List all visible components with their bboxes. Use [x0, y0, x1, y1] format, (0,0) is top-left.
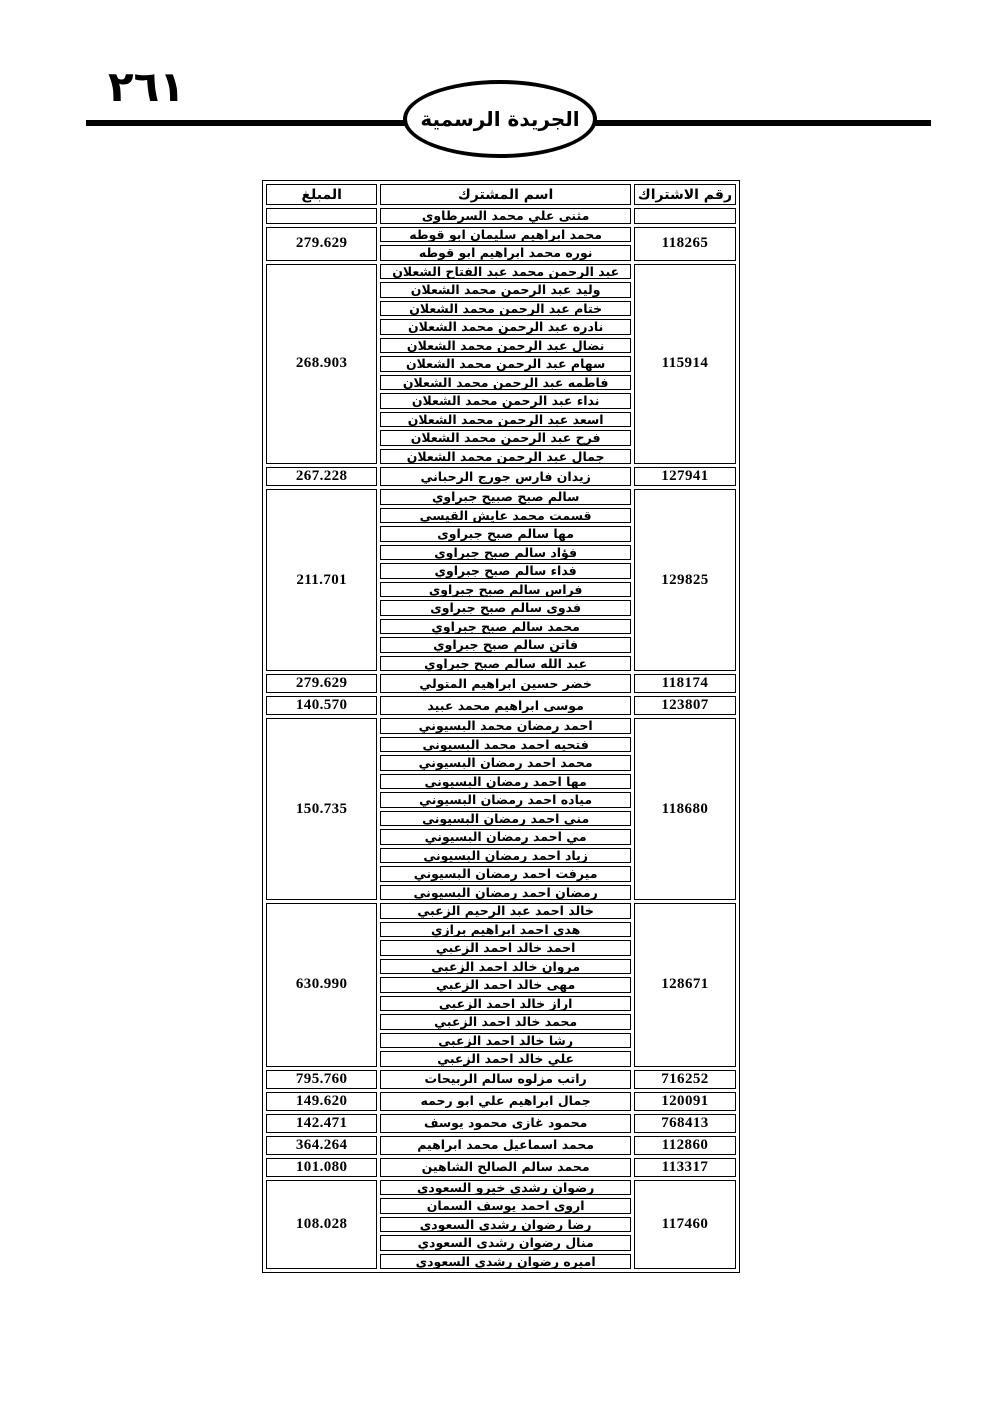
subscriber-name-cell: محمد اسماعيل محمد ابراهيم: [380, 1136, 631, 1155]
subscription-number-cell: [634, 208, 736, 224]
amount-cell: 149.620: [266, 1092, 377, 1111]
subscriber-name-cell: محمود غازى محمود يوسف: [380, 1114, 631, 1133]
subscription-number-cell: 118265: [634, 227, 736, 261]
subscription-number-cell: 123807: [634, 696, 736, 715]
table-row: [266, 1070, 736, 1089]
subscriber-name-cell: موسى ابراهيم محمد عبيد: [380, 696, 631, 715]
subscription-number-cell: 129825: [634, 489, 736, 671]
subscriber-name-cell: محمد ابراهيم سليمان ابو قوطه: [380, 227, 631, 243]
subscriber-name-cell: خضر حسين ابراهيم المتولي: [380, 674, 631, 693]
subscriber-name-cell: مثنى علي محمد السرطاوى: [380, 208, 631, 224]
subscribers-table: [262, 180, 740, 1273]
table-row: [266, 1158, 736, 1177]
subscriber-name-cell: راتب مزلوه سالم الربيحات: [380, 1070, 631, 1089]
subscription-number-cell: 768413: [634, 1114, 736, 1133]
table-row: [266, 264, 736, 280]
subscriber-name-cell: مياده احمد رمضان البسيوني: [380, 792, 631, 808]
table-row: [266, 1136, 736, 1155]
subscriber-name-cell: محمد خالد احمد الزعبي: [380, 1014, 631, 1030]
subscriber-name-cell: مها احمد رمضان البسيوني: [380, 774, 631, 790]
subscriber-name-cell: فؤاد سالم صبح جبراوى: [380, 545, 631, 561]
subscription-number-cell: 117460: [634, 1180, 736, 1270]
subscriber-name-cell: سهام عبد الرحمن محمد الشعلان: [380, 356, 631, 372]
subscriber-name-cell: علي خالد احمد الزعبي: [380, 1051, 631, 1067]
subscriber-name-cell: فراس سالم صبح جبراوى: [380, 582, 631, 598]
subscriber-name-cell: فرح عبد الرحمن محمد الشعلان: [380, 430, 631, 446]
amount-cell: 630.990: [266, 903, 377, 1067]
subscriber-name-cell: فاتن سالم صبح جبراوي: [380, 637, 631, 653]
subscriber-name-cell: نادره عبد الرحمن محمد الشعلان: [380, 319, 631, 335]
subscriber-name-cell: ميرفت احمد رمضان البسيوني: [380, 866, 631, 882]
subscriber-name-cell: احمد خالد احمد الزعبي: [380, 940, 631, 956]
subscriber-name-cell: سالم صبح صبيح جبراوي: [380, 489, 631, 505]
subscriber-name-cell: نداء عبد الرحمن محمد الشعلان: [380, 393, 631, 409]
subscription-number-cell: 113317: [634, 1158, 736, 1177]
gazette-banner-oval: [403, 80, 597, 158]
subscriber-name-cell: فداء سالم صبح جبراوي: [380, 563, 631, 579]
subscriber-name-cell: منال رضوان رشدى السعودي: [380, 1235, 631, 1251]
subscriber-name-cell: محمد احمد رمضان البسيوني: [380, 755, 631, 771]
table-row: [266, 696, 736, 715]
amount-cell: 795.760: [266, 1070, 377, 1089]
subscriber-name-cell: عبد الرحمن محمد عبد الفتاح الشعلان: [380, 264, 631, 280]
subscription-number-cell: 112860: [634, 1136, 736, 1155]
amount-cell: 101.080: [266, 1158, 377, 1177]
subscription-number-cell: 716252: [634, 1070, 736, 1089]
table-row: [266, 489, 736, 505]
subscriber-name-cell: مها سالم صبح جبراوى: [380, 526, 631, 542]
subscriber-name-cell: نوره محمد ابراهيم ابو قوطه: [380, 245, 631, 261]
amount-cell: 108.028: [266, 1180, 377, 1270]
subscriber-name-cell: مهى خالد احمد الزعبي: [380, 977, 631, 993]
column-header-subscription-number: رقم الاشتراك: [634, 184, 736, 205]
amount-cell: 211.701: [266, 489, 377, 671]
amount-cell: 279.629: [266, 674, 377, 693]
subscriber-name-cell: رضوان رشدى خيرو السعودى: [380, 1180, 631, 1196]
subscriber-name-cell: خالد احمد عبد الرحيم الزعبي: [380, 903, 631, 919]
subscriber-name-cell: فاطمه عبد الرحمن محمد الشعلان: [380, 375, 631, 391]
subscription-number-cell: 128671: [634, 903, 736, 1067]
table-row: [266, 1092, 736, 1111]
page-number: ٢٦١: [108, 62, 185, 111]
subscriber-name-cell: نضال عبد الرحمن محمد الشعلان: [380, 338, 631, 354]
table-row: [266, 227, 736, 243]
subscriber-name-cell: فتحيه احمد محمد البسيوني: [380, 737, 631, 753]
table-row: [266, 903, 736, 919]
subscriber-name-cell: ختام عبد الرحمن محمد الشعلان: [380, 301, 631, 317]
table-row: [266, 1180, 736, 1196]
subscriber-name-cell: رمضان احمد رمضان البسيوني: [380, 885, 631, 901]
subscriber-name-cell: محمد سالم صبح جبراوي: [380, 619, 631, 635]
subscriber-name-cell: رشا خالد احمد الزعبي: [380, 1033, 631, 1049]
subscription-number-cell: 120091: [634, 1092, 736, 1111]
subscriber-name-cell: قسمت محمد عايش القيسي: [380, 508, 631, 524]
table-row: [266, 208, 736, 224]
subscriber-name-cell: وليد عبد الرحمن محمد الشعلان: [380, 282, 631, 298]
subscriber-name-cell: اسعد عبد الرحمن محمد الشعلان: [380, 412, 631, 428]
subscription-number-cell: 127941: [634, 467, 736, 486]
subscriber-name-cell: عبد الله سالم صبح جبراوي: [380, 656, 631, 672]
subscriber-name-cell: زياد احمد رمضان البسيوني: [380, 848, 631, 864]
amount-cell: 140.570: [266, 696, 377, 715]
subscriber-name-cell: اراز خالد احمد الزعبي: [380, 996, 631, 1012]
subscriber-name-cell: جمال ابراهيم علي ابو رحمه: [380, 1092, 631, 1111]
amount-cell: 142.471: [266, 1114, 377, 1133]
subscriber-name-cell: مروان خالد احمد الزعبي: [380, 959, 631, 975]
amount-cell: 150.735: [266, 718, 377, 900]
column-header-amount: المبلغ: [266, 184, 377, 205]
column-header-subscriber-name: اسم المشترك: [380, 184, 631, 205]
table-row: [266, 718, 736, 734]
table-row: [266, 674, 736, 693]
amount-cell: 268.903: [266, 264, 377, 465]
subscriber-name-cell: اميره رضوان رشدى السعودى: [380, 1254, 631, 1270]
subscriber-name-cell: مي احمد رمضان البسيوني: [380, 829, 631, 845]
subscriber-name-cell: رضا رضوان رشدى السعودى: [380, 1217, 631, 1233]
subscriber-name-cell: هدى احمد ابراهيم برازي: [380, 922, 631, 938]
amount-cell: [266, 208, 377, 224]
subscription-number-cell: 115914: [634, 264, 736, 465]
subscriber-name-cell: جمال عبد الرحمن محمد الشعلان: [380, 449, 631, 465]
table-header-row: [266, 184, 736, 205]
subscribers-table-wrap: [262, 180, 740, 1273]
subscriber-name-cell: اروى احمد يوسف السمان: [380, 1198, 631, 1214]
table-row: [266, 467, 736, 486]
subscription-number-cell: 118174: [634, 674, 736, 693]
subscription-number-cell: 118680: [634, 718, 736, 900]
subscriber-name-cell: احمد رمضان محمد البسيوني: [380, 718, 631, 734]
subscriber-name-cell: زيدان فارس جورج الرحباني: [380, 467, 631, 486]
gazette-banner-title: الجريدة الرسمية: [420, 107, 580, 131]
subscriber-name-cell: محمد سالم الصالح الشاهين: [380, 1158, 631, 1177]
subscriber-name-cell: منى احمد رمضان البسيوني: [380, 811, 631, 827]
table-row: [266, 1114, 736, 1133]
amount-cell: 267.228: [266, 467, 377, 486]
amount-cell: 364.264: [266, 1136, 377, 1155]
subscriber-name-cell: فدوى سالم صبح جبراوى: [380, 600, 631, 616]
amount-cell: 279.629: [266, 227, 377, 261]
